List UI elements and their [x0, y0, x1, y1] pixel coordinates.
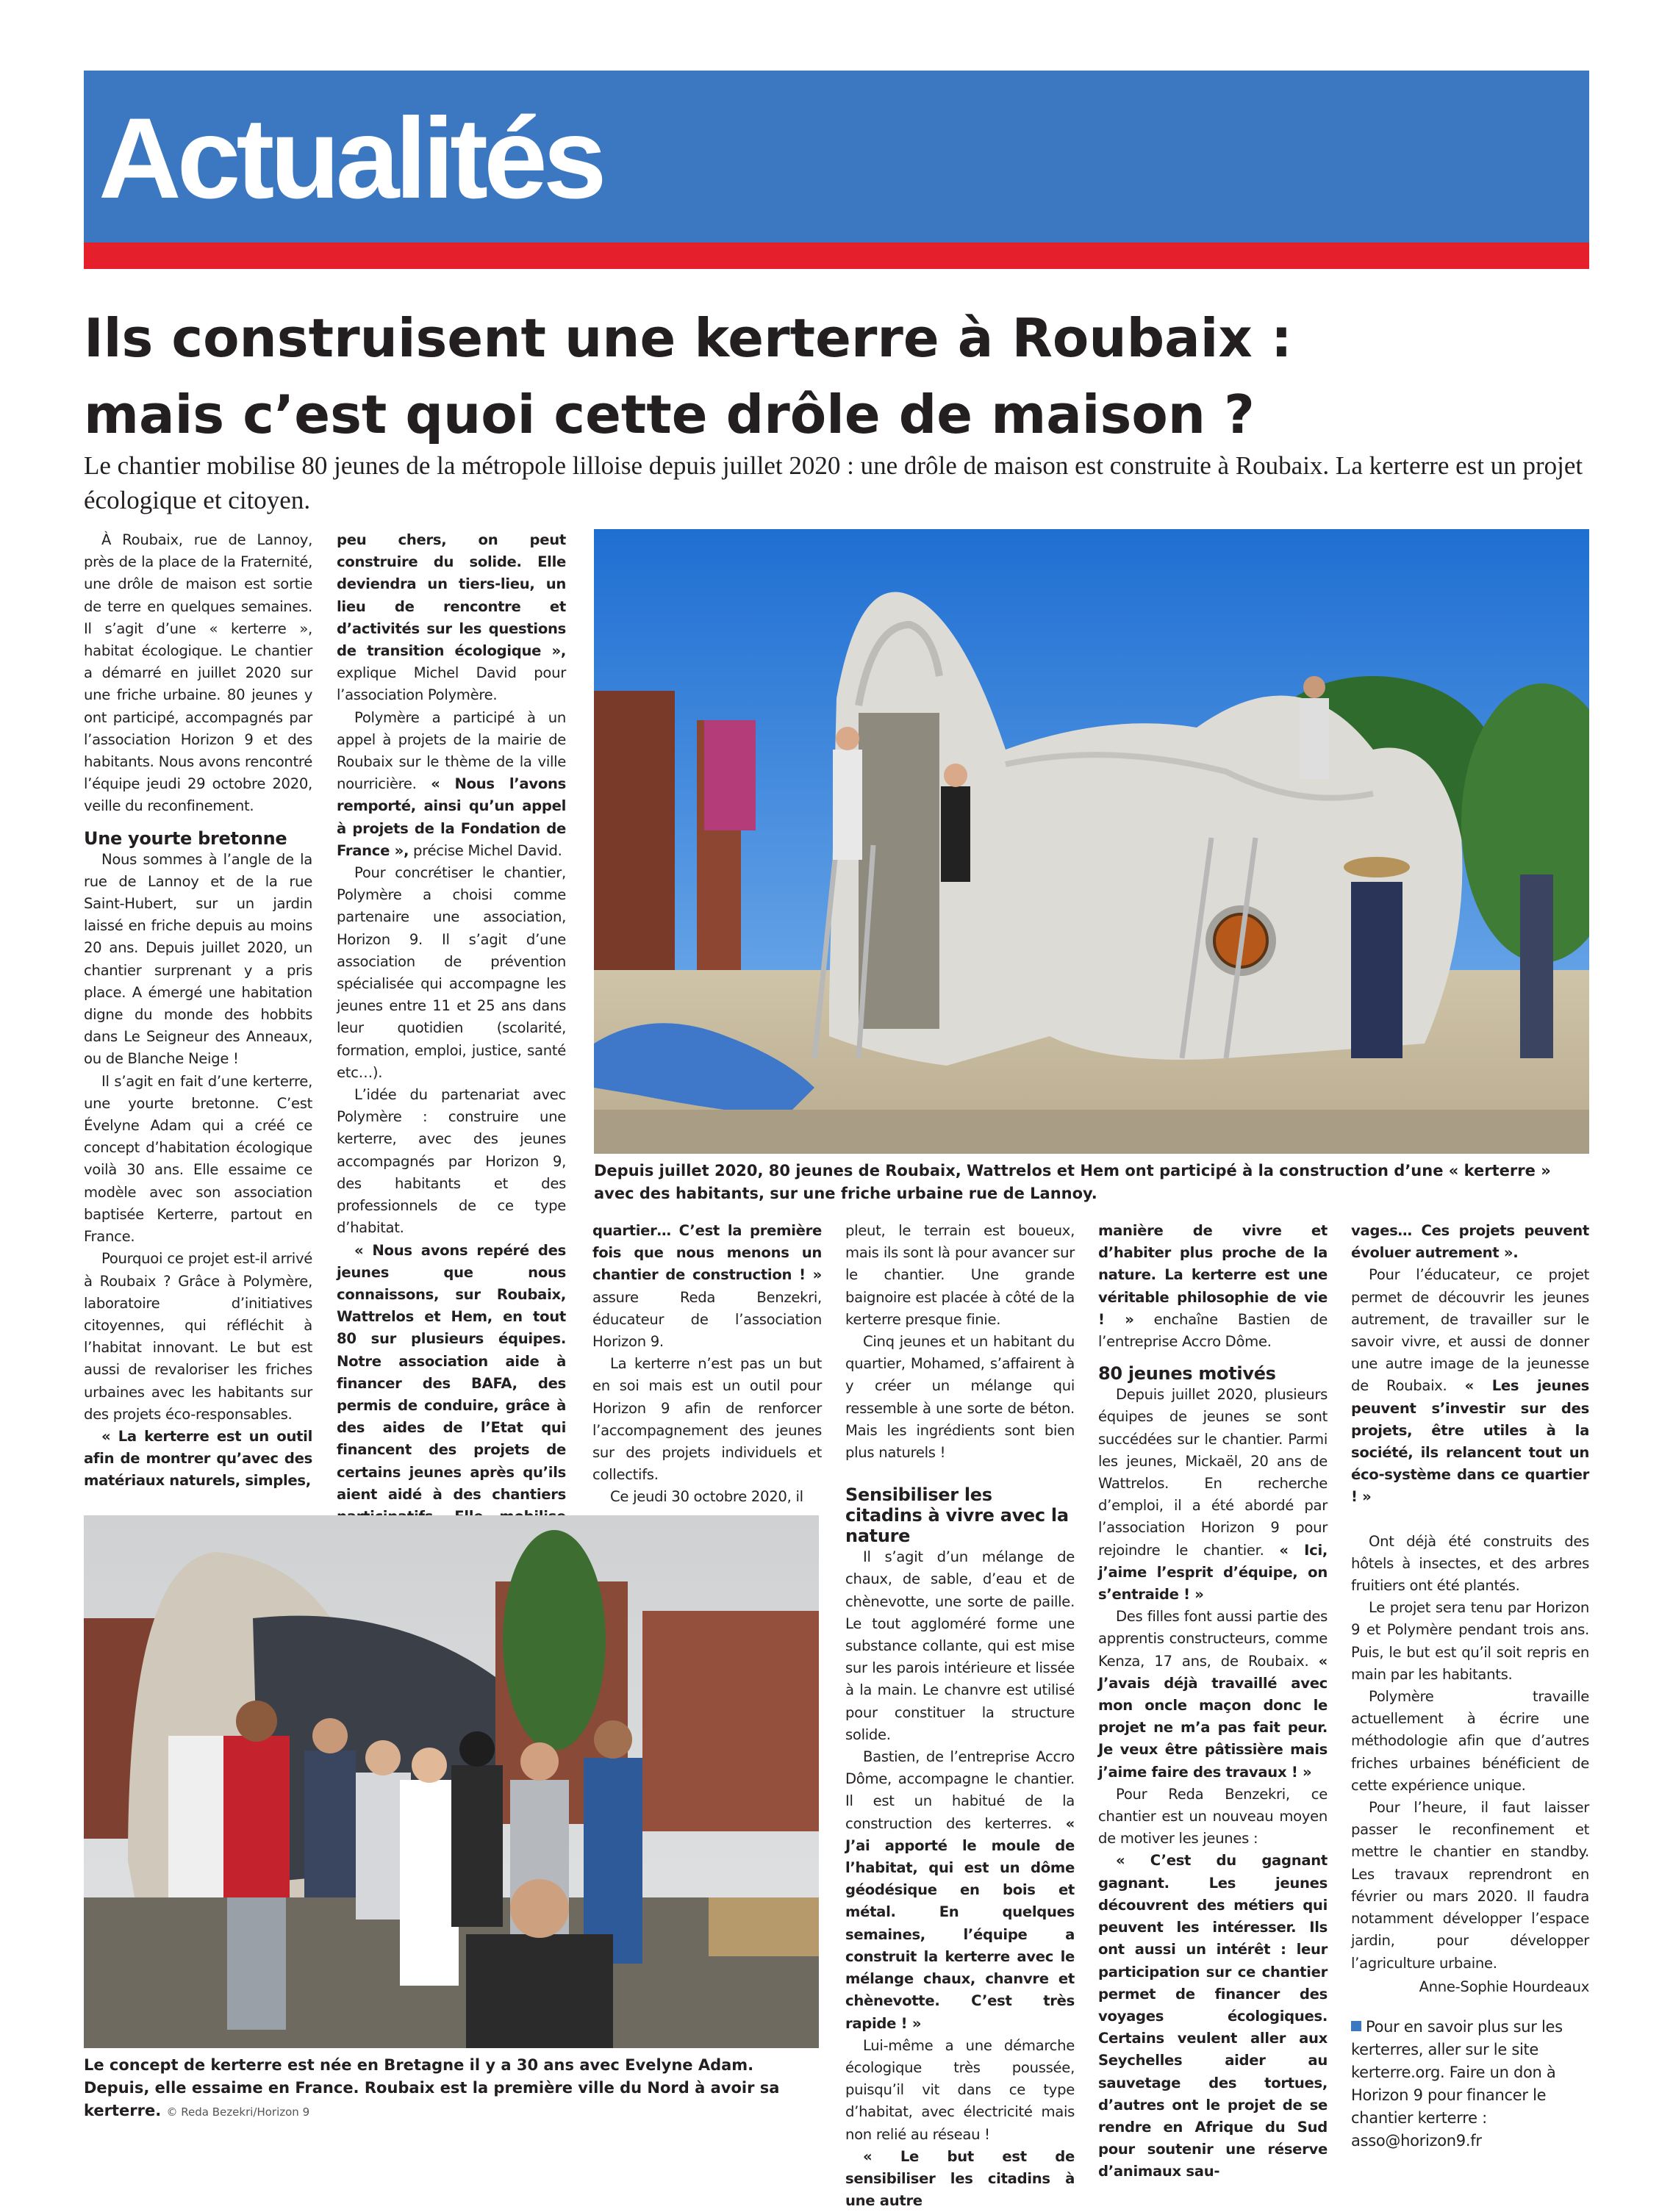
info-box [1351, 2016, 1589, 2152]
paragraph: Ce jeudi 30 octobre 2020, il [610, 1488, 803, 1506]
paragraph: La kerterre n’est pas un but en soi mais est un outil pour Horizon 9 afin de renforcer l’accompagnement des jeunes sur des projets individuels et collectifs. [592, 1355, 822, 1484]
column-spacer [1351, 1509, 1589, 1531]
paragraph [845, 1746, 1075, 2035]
quote-paragraph: « C’est du gagnant gagnant. Les jeunes découvrent des métiers qui peuvent les intéresser. Ils ont aussi un intérêt : leur participation sur ce chantier permet de financer des voyages écologiques. Certains veulent aller aux Seychelles aider au sauvetage des tortues, d’autres ont le projet de se rendre en Afrique du Sud pour soutenir une réserve d’animaux sau- [1098, 1852, 1328, 2180]
text-column-5 [1098, 1220, 1328, 2183]
paragraph [337, 707, 566, 862]
section-title: Actualités [98, 95, 603, 223]
section-banner-stripe [84, 243, 1589, 269]
text-column-3 [592, 1220, 822, 1509]
text-column-2 [337, 529, 566, 1617]
article-title-line-1: Ils construisent une kerterre à Roubaix : [84, 307, 1292, 369]
paragraph: L’idée du partenariat avec Polymère : construire une kerterre, avec des jeunes accompagnés par Horizon 9, des habitants et des professionnels de ce type d’habitat. [337, 1086, 566, 1237]
text-column-6 [1351, 1220, 1589, 2152]
subheading-jeunes-motives: 80 jeunes motivés [1098, 1363, 1276, 1385]
text-column-4 [845, 1220, 1075, 2212]
author-signature: Anne-Sophie Hourdeaux [1419, 1978, 1589, 1995]
quote-text: « Ici, j’aime l’esprit d’équipe, on s’entraide ! » [1098, 1541, 1328, 1604]
paragraph: Lui-même a une démarche écologique très poussée, puisqu’il vit dans ce type d’habitat, avec électricité mais non relié au réseau ! [845, 2036, 1075, 2143]
photo-group-kerterre [84, 1515, 819, 2048]
photo-1-caption: Depuis juillet 2020, 80 jeunes de Roubaix, Wattrelos et Hem ont participé à la construction d’une « kerterre » avec des habitants, sur une friche urbaine rue de Lannoy. [594, 1162, 1551, 1202]
paragraph: Ont déjà été construits des hôtels à insectes, et des arbres fruitiers ont été plantés. [1351, 1532, 1589, 1595]
photo-kerterre-construction [594, 529, 1589, 1154]
paragraph: Nous sommes à l’angle de la rue de Lannoy et de la rue Saint-Hubert, sur un jardin laissé en friche depuis au moins 20 ans. Depuis juillet 2020, un chantier surprenant y a pris place. A émergé une habitation digne du monde des hobbits dans Le Seigneur des Anneaux, ou de Blanche Neige ! [84, 850, 312, 1068]
quote-text: peu chers, on peut construire du solide. Elle deviendra un tiers-lieu, un lieu de rencontre et d’activités sur les questions de transition écologique », [337, 531, 566, 660]
paragraph: Polymère travaille actuellement à écrire une méthodologie afin que d’autres friches urbaines bénéficient de cette expérience unique. [1351, 1688, 1589, 1794]
paragraph-text: Pour l’éducateur, ce projet permet de découvrir les jeunes autrement, de travailler sur le savoir vivre, et aussi de donner une autre image de la jeunesse de Roubaix. [1351, 1266, 1589, 1395]
paragraph: Pour Reda Benzekri, ce chantier est un nouveau moyen de motiver les jeunes : [1098, 1785, 1328, 1847]
article-lead: Le chantier mobilise 80 jeunes de la métropole lilloise depuis juillet 2020 : une drôle de maison est construite à Roubaix. La kerterre est un projet écologique et citoyen. [84, 451, 1583, 514]
paragraph [1098, 1384, 1328, 1606]
paragraph [1351, 1264, 1589, 1508]
quote-text: « Nous l’avons remporté, ainsi qu’un appel à projets de la Fondation de France », [337, 775, 566, 859]
paragraph-text: Polymère a participé à un appel à projets de la mairie de Roubaix sur le thème de la ville nourricière. [337, 708, 566, 793]
photo-2-caption [84, 2054, 819, 2124]
paragraph [1098, 1220, 1328, 1353]
paragraph-text: Depuis juillet 2020, plusieurs équipes de jeunes se sont succédées sur le chantier. Parmi les jeunes, Mickaël, 20 ans de Wattrelos. En recherche d’emploi, il a été abordé par l’association Horizon 9 pour rejoindre le chantier. [1098, 1386, 1328, 1559]
paragraph: Pour l’heure, il faut laisser passer le reconfinement et mettre le chantier en standby. Les travaux reprendront en février ou mars 2020. Il faudra notamment développer l’espace jardin, pour développer l’agriculture urbaine. [1351, 1799, 1589, 1972]
paragraph-text: explique Michel David pour l’association Polymère. [337, 664, 566, 704]
paragraph: Pour concrétiser le chantier, Polymère a choisi comme partenaire une association, Horizon 9. Il s’agit d’une association de prévention spécialisée qui accompagne les jeunes entre 11 et 25 ans dans leur quotidien (scolarité, formation, emploi, justice, santé etc…). [337, 864, 566, 1081]
paragraph-text: Bastien, de l’entreprise Accro Dôme, accompagne le chantier. Il est un habitué de la construction des kerterres. [845, 1748, 1075, 1832]
photo-2-caption-text: Le concept de kerterre est née en Bretagne il y a 30 ans avec Evelyne Adam. Depuis, elle essaime en France. Roubaix est la première ville du Nord à avoir sa kerterre. [84, 2056, 780, 2119]
quote-text: « J’ai apporté le moule de l’habitat, qui est un dôme géodésique en bois et métal. En quelques semaines, l’équipe a construit la kerterre avec le mélange chaux, chanvre et chènevotte. C’est très rapide ! » [845, 1814, 1075, 2032]
article-title-line-2: mais c’est quoi cette drôle de maison ? [84, 384, 1255, 445]
quote-text: manière de vivre et d’habiter plus proche de la nature. La kerterre est une véritable philosophie de vie ! » [1098, 1222, 1328, 1328]
quote-text: « J’avais déjà travaillé avec mon oncle maçon donc le projet ne m’a pas fait peur. Je veux être pâtissière mais j’aime faire des travaux ! » [1098, 1652, 1328, 1781]
quote-text: « Les jeunes peuvent s’investir sur des projets, être utiles à la société, ils relancent tout un éco-système dans ce quartier ! » [1351, 1377, 1589, 1506]
subheading-yourte: Une yourte bretonne [84, 827, 287, 849]
photo-kerterre-construction-image [594, 529, 1589, 1154]
quote-paragraph: « Nous avons repéré des jeunes que nous connaissons, sur Roubaix, Wattrelos et Hem, en tout 80 sur plusieurs équipes. Notre association aide à financer des BAFA, des permis de conduire, grâce à des aides de l’Etat qui financent des projets de certains jeunes après qu’ils aient aidé à des chantiers [337, 1241, 566, 1503]
info-text: Pour en savoir plus sur les kerterres, aller sur le site kerterre.org. Faire un don à Horizon 9 pour financer le chantier kerterre : asso@horizon9.fr [1351, 2017, 1563, 2150]
paragraph-text: Des filles font aussi partie des apprentis constructeurs, comme Kenza, 17 ans, de Roubaix. [1098, 1608, 1328, 1670]
quote-text: quartier… C’est la première fois que nous menons un chantier de construction ! » [592, 1222, 822, 1284]
paragraph: Il s’agit d’un mélange de chaux, de sable, d’eau et de chènevotte, une sorte de paille. Le tout aggloméré forme une substance collante, qui est mise sur les parois intérieure et lissée à la main. Le chanvre est utilisé pour constituer la structure solide. [845, 1548, 1075, 1743]
quote-paragraph: « La kerterre est un outil afin de montrer qu’avec des matériaux naturels, simples, [84, 1427, 312, 1490]
paragraph: Pourquoi ce projet est-il arrivé à Roubaix ? Grâce à Polymère, laboratoire d’initiatives citoyennes, qui réfléchit à l’habitat innovant. Le but est aussi de revaloriser les friches urbaines avec les habitants sur des projets éco-responsables. [84, 1250, 312, 1423]
paragraph-text: assure Reda Benzekri, éducateur de l’association Horizon 9. [592, 1288, 822, 1351]
photo-group-kerterre-image [84, 1515, 819, 2048]
quote-paragraph: « Le but est de sensibiliser les citadins à une autre [845, 2147, 1075, 2210]
paragraph: Il s’agit en fait d’une kerterre, une yourte bretonne. C’est Évelyne Adam qui a créé ce concept d’habitation écologique voilà 30 ans. Elle essaime ce modèle avec son association baptisée Kerterre, partout en France. [84, 1072, 312, 1246]
paragraph [337, 529, 566, 707]
paragraph [1098, 1606, 1328, 1784]
paragraph-text: enchaîne Bastien de l’entreprise Accro Dôme. [1098, 1310, 1328, 1351]
article-title [84, 300, 1589, 453]
square-bullet-icon [1351, 2021, 1361, 2031]
paragraph-text: précise Michel David. [409, 841, 562, 859]
paragraph: Cinq jeunes et un habitant du quartier, Mohamed, s’affairent à y créer un mélange qui ressemble à une sorte de béton. Mais les ingrédients sont bien plus naturels ! [845, 1333, 1075, 1462]
photo-2-credit: © Reda Bezekri/Horizon 9 [166, 2105, 310, 2119]
quote-paragraph: vages… Ces projets peuvent évoluer autrement ». [1351, 1222, 1589, 1262]
paragraph [592, 1220, 822, 1353]
paragraph: pleut, le terrain est boueux, mais ils sont là pour avancer sur le chantier. Une grande baignoire est placée à côté de la kerterre presque finie. [845, 1222, 1075, 1328]
paragraph: Le projet sera tenu par Horizon 9 et Polymère pendant trois ans. Puis, le but est qu’il soit repris en main par les habitants. [1351, 1599, 1589, 1683]
text-column-1 [84, 529, 312, 1493]
subheading-sensibiliser: Sensibiliser les citadins à vivre avec la nature [845, 1484, 1069, 1547]
paragraph: À Roubaix, rue de Lannoy, près de la place de la Fraternité, une drôle de maison est sortie de terre en quelques semaines. Il s’agit d’une « kerterre », habitat écologique. Le chantier a démarré en juillet 2020 sur une friche urbaine. 80 jeunes y ont participé, accompagnés par l’association Horizon 9 et des habitants. Nous avons rencontré l’équipe jeudi 29 octobre 2020, veille du reconfinement. [84, 531, 312, 815]
